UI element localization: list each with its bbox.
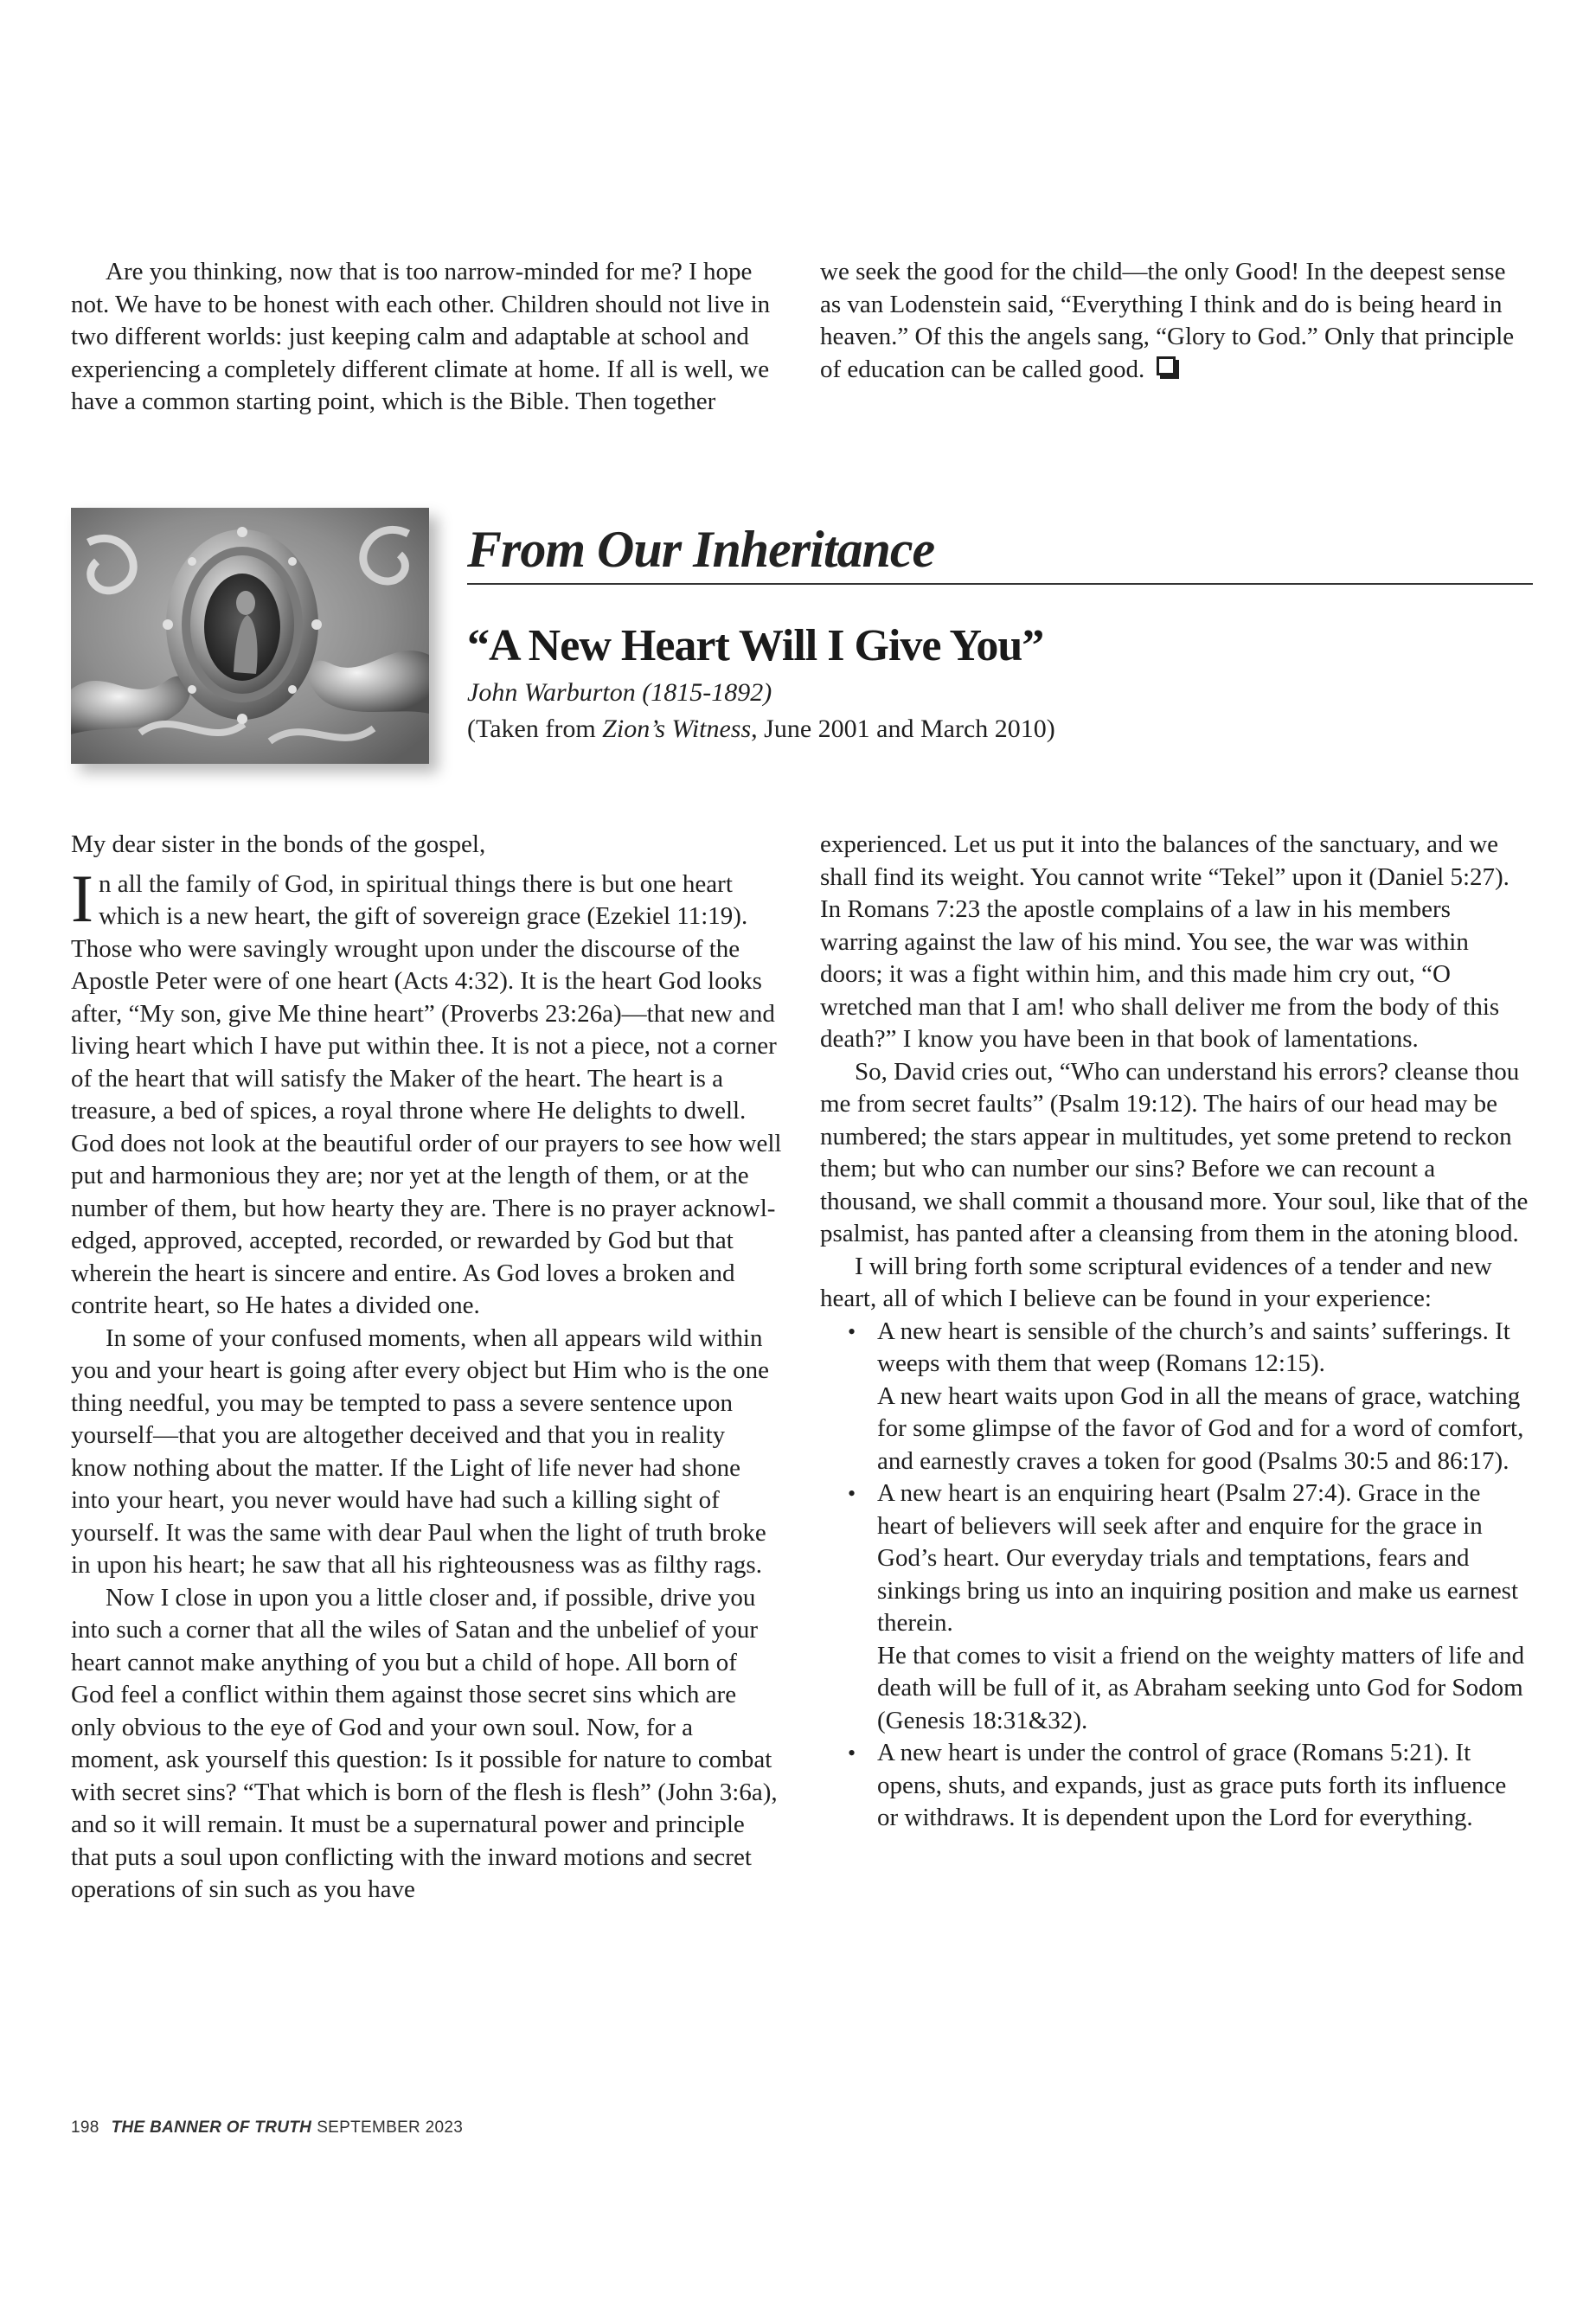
body-left-column <box>71 829 785 1907</box>
magazine-name: THE BANNER OF TRUTH <box>111 2118 312 2137</box>
top-right-paragraph <box>820 256 1529 386</box>
body-paragraph: experienced. Let us put it into the balances of the sanctuary, and we shall find its weight. You cannot write “Tekel” upon it (Daniel 5:27). In Romans 7:23 the apostle complains of a law in his members warring against the law of his mind. You see, the war was within doors; it was a fight within him, and this made him cry out, “O wretched man that I am! who shall deliver me from the body of this death?” I know you have been in that book of lamentations. <box>820 830 1509 1053</box>
top-right-text: we seek the good for the child—the only Good! In the deepest sense as van Lodenstein said, “Everything I think and do is being heard in heaven.” Of this the angels sang, “Glory to God.” Only that principle of education can be called good. <box>820 258 1515 383</box>
paragraph-text: n all the family of God, in spiritual things there is but one heart which is a new heart, the gift of sovereign grace (Ezekiel 11:19). Those who were savingly wrought upon under the discourse of the Apostle Peter were of one heart (Acts 4:32). It is the heart God looks after, “My son, give Me thine heart” (Proverbs 23:26a)—that new and living heart which I have put within thee. It is not a piece, not a corner of the heart that will satisfy the Maker of the heart. The heart is a treasure, a bed of spices, a royal throne where He delights to dwell. God does not look at the beautiful order of our prayers to see how well put and harmonious they are; nor yet at the length of them, or at the number of them, but how hearty they are. There is no prayer acknowledged, approved, accepted, recorded, or rewarded by God but that wherein the heart is sincere and entire. As God loves a broken and contrite heart, so He hates a divided one. <box>71 869 782 1319</box>
source-publication: Zion’s Witness <box>602 715 752 743</box>
body-paragraph: In some of your confused moments, when all appears wild within you and your heart is going after every object but Him who is the one thing needful, you may be tempted to pass a severe sentence upon yourself—that you are altogether deceived and that you in reality know nothing about the matter. If the Light of life never had shone into your heart, you never would have had such a killing sight of yourself. It was the same with dear Paul when the light of truth broke in upon his heart; he saw that all his righteousness was as filthy rags. <box>71 1324 769 1579</box>
list-item-text: A new heart is under the control of grace (Romans 5:21). It opens, shuts, and expands, just as grace puts forth its influence or withdraws. It is dependent upon the Lord for everything. <box>877 1739 1507 1831</box>
body-paragraph <box>71 860 785 1323</box>
end-mark-icon <box>1157 356 1176 375</box>
source-prefix: (Taken from <box>467 715 603 743</box>
salutation: My dear sister in the bonds of the gospel, <box>71 830 486 858</box>
title-divider <box>467 583 1533 585</box>
top-left-paragraph: Are you thinking, now that is too narrow-minded for me? I hope not. We have to be honest with each other. Children should not live in two different worlds: just keeping calm and adaptable at school and experiencing a completely different climate at home. If all is well, we have a common starting point, which is the Bible. Then together <box>71 258 771 415</box>
body-paragraph: Now I close in upon you a little closer and, if possible, drive you into such a corner that all the wiles of Satan and the unbelief of your heart cannot make anything of you but a child of hope. All born of God feel a conflict within them against those secret sins which are only obvious to the eye of God and your own soul. Now, for a moment, ask yourself this question: Is it possible for nature to combat with secret sins? “That which is born of the flesh is flesh” (John 3:6a), and so it will remain. It must be a supernatural power and principle that puts a soul upon conflicting with the inward motions and secret operations of sin such as you have <box>71 1583 778 1903</box>
source-suffix: , June 2001 and March 2010) <box>751 715 1055 743</box>
article-author: John Warburton (1815-1892) <box>467 678 772 707</box>
article-source <box>467 713 1055 746</box>
page-footer <box>71 2118 463 2138</box>
body-right-column <box>820 829 1531 1835</box>
list-item <box>877 1316 1531 1478</box>
top-left-column <box>71 256 785 419</box>
body-paragraph: I will bring forth some scriptural evidences of a tender and new heart, all of which I believe can be found in your experience: <box>820 1252 1492 1312</box>
list-item-text: A new heart is sensible of the church’s and saints’ sufferings. It weeps with them that weep (Romans 12:15). <box>877 1317 1510 1377</box>
list-item <box>877 1737 1531 1835</box>
drop-cap: I <box>71 860 93 936</box>
ornament-photo-icon <box>71 508 429 764</box>
list-item-continuation: He that comes to visit a friend on the weighty matters of life and death will be full of it, as Abraham seeking unto God for Sodom (Genesis 18:31&32). <box>877 1641 1525 1734</box>
top-right-column <box>820 256 1529 386</box>
list-item <box>877 1477 1531 1737</box>
issue-date: SEPTEMBER 2023 <box>317 2118 464 2137</box>
list-item-continuation: A new heart waits upon God in all the means of grace, watching for some glimpse of the favor of God and for a word of comfort, and earnestly craves a token for good (Psalms 30:5 and 86:17). <box>877 1381 1524 1475</box>
list-item-text: A new heart is an enquiring heart (Psalm 27:4). Grace in the heart of believers will seek after and enquire for the grace in God’s heart. Our everyday trials and temptations, fears and sinkings bring us into an inquiring position and make us earnest therein. <box>877 1479 1519 1637</box>
body-paragraph: So, David cries out, “Who can understand his errors? cleanse thou me from secret faults” (Psalm 19:12). The hairs of our head may be numbered; the stars appear in multitudes, yet some pretend to reckon them; but who can number our sins? Before we can recount a thousand, we shall commit a thousand more. Your soul, like that of the psalmist, has panted after a cleansing from them in the atoning blood. <box>820 1057 1529 1247</box>
section-title: From Our Inheritance <box>467 521 935 578</box>
evidence-list <box>820 1316 1531 1835</box>
article-title: “A New Heart Will I Give You” <box>467 621 1044 670</box>
page-number: 198 <box>71 2118 99 2137</box>
